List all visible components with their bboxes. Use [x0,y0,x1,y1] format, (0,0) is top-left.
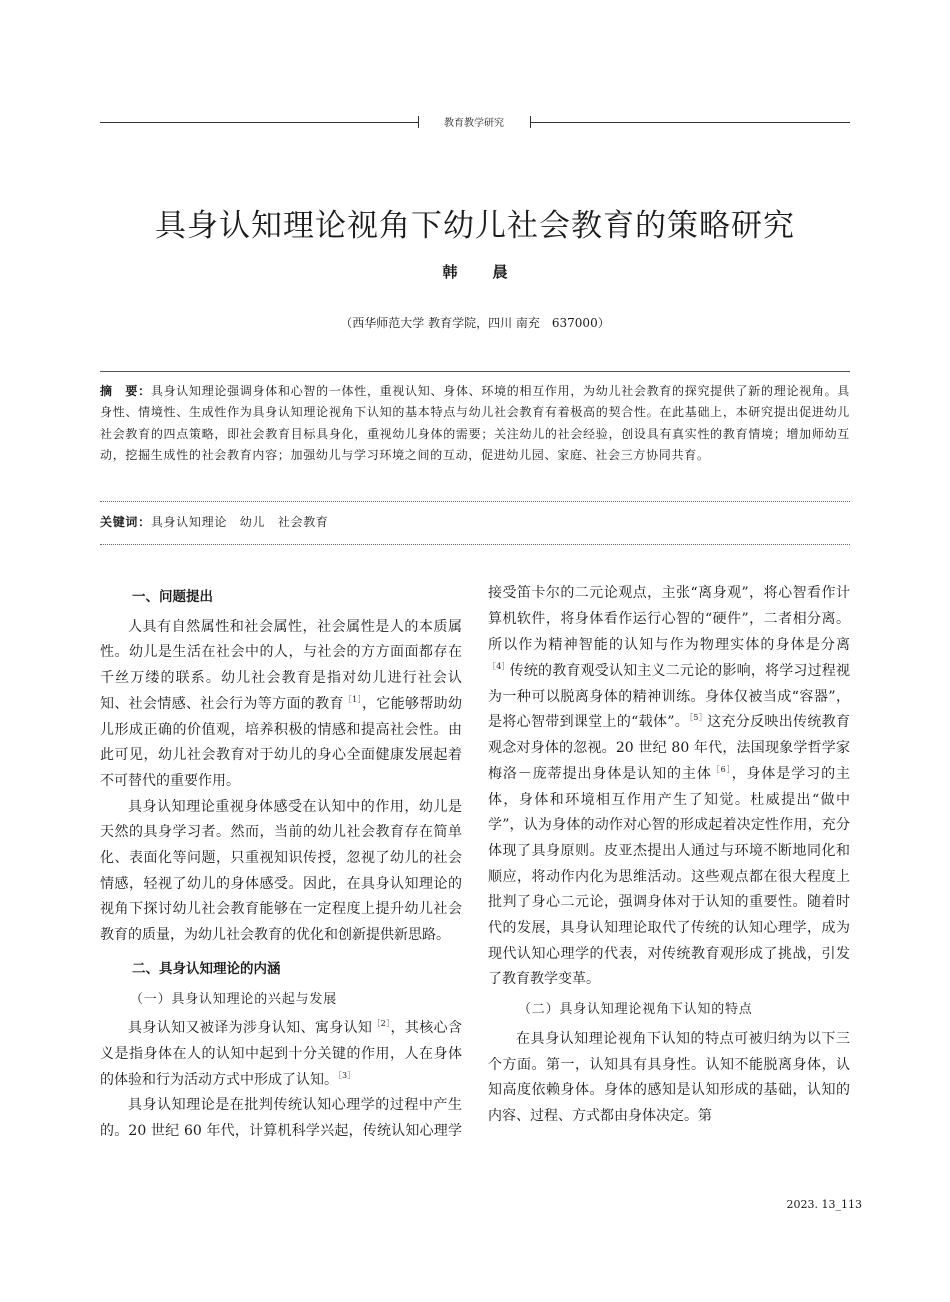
citation: ［4］ [488,662,510,671]
paragraph-text: 具身认知又被译为涉身认知、寓身认知 [128,1020,373,1037]
article-title: 具身认知理论视角下幼儿社会教育的策略研究 [155,208,795,244]
keywords-label: 关键词： [100,515,151,529]
citation: ［1］ [343,694,362,704]
column-right [488,582,850,1130]
paragraph-text: 接受笛卡尔的二元论观点，主张“离身观”，将心智看作计算机软件，将身体看作运行心智的“硬件”，二者相分离。所以作为精神智能的认知与作为物理实体的身体是分离 [488,585,850,653]
running-title: 教育教学研究 [444,118,504,129]
paragraph-text: ，身体是学习的主体，身体和环境相互作用产生了知觉。杜威提出“做中学”，认为身体的动作对心智的形成起着决定性作用，充分体现了具身原则。皮亚杰提出人通过与环境不断地同化和顺应，将动作内化为思维活动。这些观点都在很大程度上批判了身心二元论，强调身体对于认知的重要性。随着时代的发展，具身认知理论取代了传统的认知心理学，成为现代认知心理学的代表，对传统教育观形成了挑战，引发了教育教学变革。 [488,765,851,988]
paragraph-text: 这充分反映出传统教育观念对身体的忽视。20 世纪 80 年代，法国现象学哲学家梅洛－庞蒂提出身体是认知的主体 [488,714,850,782]
paragraph-text: ，它能够帮助幼儿形成正确的价值观，培养积极的情感和提高社会性。由此可见，幼儿社会教育对于幼儿的身心全面健康发展起着不可替代的重要作用。 [100,695,463,789]
keywords-bottom-rule [100,544,850,545]
paragraph [488,659,850,993]
paragraph [100,1016,462,1093]
page-number: 2023. 13_113 [786,1198,862,1211]
section-heading: 二、具身认知理论的内涵 [132,960,281,977]
paragraph: 在具身认知理论视角下认知的特点可被归纳为以下三个方面。第一，认知具有具身性。认知不能脱离身体，认知高度依赖身体。身体的感知是认知形成的基础，认知的内容、过程、方式都由身体决定。第 [488,1030,850,1124]
header-rule-right [530,122,850,123]
running-header [100,112,850,132]
abstract-top-rule [100,371,850,372]
column-left [100,582,462,1145]
citation: ［6］ [711,764,732,774]
header-rule-left [100,122,418,123]
citation: ［2］ [372,1019,391,1029]
paragraph: 具身认知理论重视身体感受在认知中的作用，幼儿是天然的具身学习者。然而，当前的幼儿社会教育存在简单化、表面化等问题，只重视知识传授，忽视了幼儿的社会情感，轻视了幼儿的身体感受。因此，在具身认知理论的视角下探讨幼儿社会教育能够在一定程度上提升幼儿社会教育的质量，为幼儿社会教育的优化和创新提供新思路。 [100,798,462,944]
subsection-heading: （一）具身认知理论的兴起与发展 [130,991,338,1007]
paragraph-continued [488,582,850,659]
abstract-bottom-rule [100,501,850,502]
section-heading: 一、问题提出 [132,589,213,605]
paragraph-start: 具身认知理论是在批判传统认知心理学的过程中产生的。20 世纪 60 年代，计算机科学兴起，传统认知心理学 [100,1097,462,1140]
affiliation: （西华师范大学 教育学院，四川 南充 637000） [340,316,610,330]
subsection-heading: （二）具身认知理论视角下认知的特点 [518,1002,753,1018]
paragraph-text: 传统的教育观受认知主义二元论的影响，将学习过程视为一种可以脱离身体的精神训练。身体仅被当成“容器”，是将心智带到课堂上的“载体”。 [488,663,850,731]
abstract [100,381,850,467]
abstract-label: 摘 要： [100,384,151,398]
citation: ［5］ [689,713,708,723]
paragraph-text: ，其核心含义是指身体在人的认知中起到十分关键的作用，人在身体的体验和行为活动方式中形成了认知。 [100,1020,462,1088]
paragraph [100,615,462,795]
citation: ［3］ [338,1070,356,1080]
paragraph-text: 人具有自然属性和社会属性，社会属性是人的本质属性。幼儿是生活在社会中的人，与社会的方方面面都存在千丝万缕的联系。幼儿社会教育是指对幼儿进行社会认知、社会情感、社会行为等方面的教育 [100,618,462,712]
keywords [100,513,850,530]
author: 韩 晨 [442,263,518,281]
keywords-text: 具身认知理论 幼儿 社会教育 [150,515,329,529]
abstract-text: 具身认知理论强调身体和心智的一体性，重视认知、身体、环境的相互作用，为幼儿社会教育的探究提供了新的理论视角。具身性、情境性、生成性作为具身认知理论视角下认知的基本特点与幼儿社会教育有着极高的契合性。在此基础上，本研究提出促进幼儿社会教育的四点策略，即社会教育目标具身化，重视幼儿身体的需要；关注幼儿的社会经验，创设具有真实性的教育情境；增加师幼互动，挖掘生成性的社会教育内容；加强幼儿与学习环境之间的互动，促进幼儿园、家庭、社会三方协同共育。 [100,384,850,463]
